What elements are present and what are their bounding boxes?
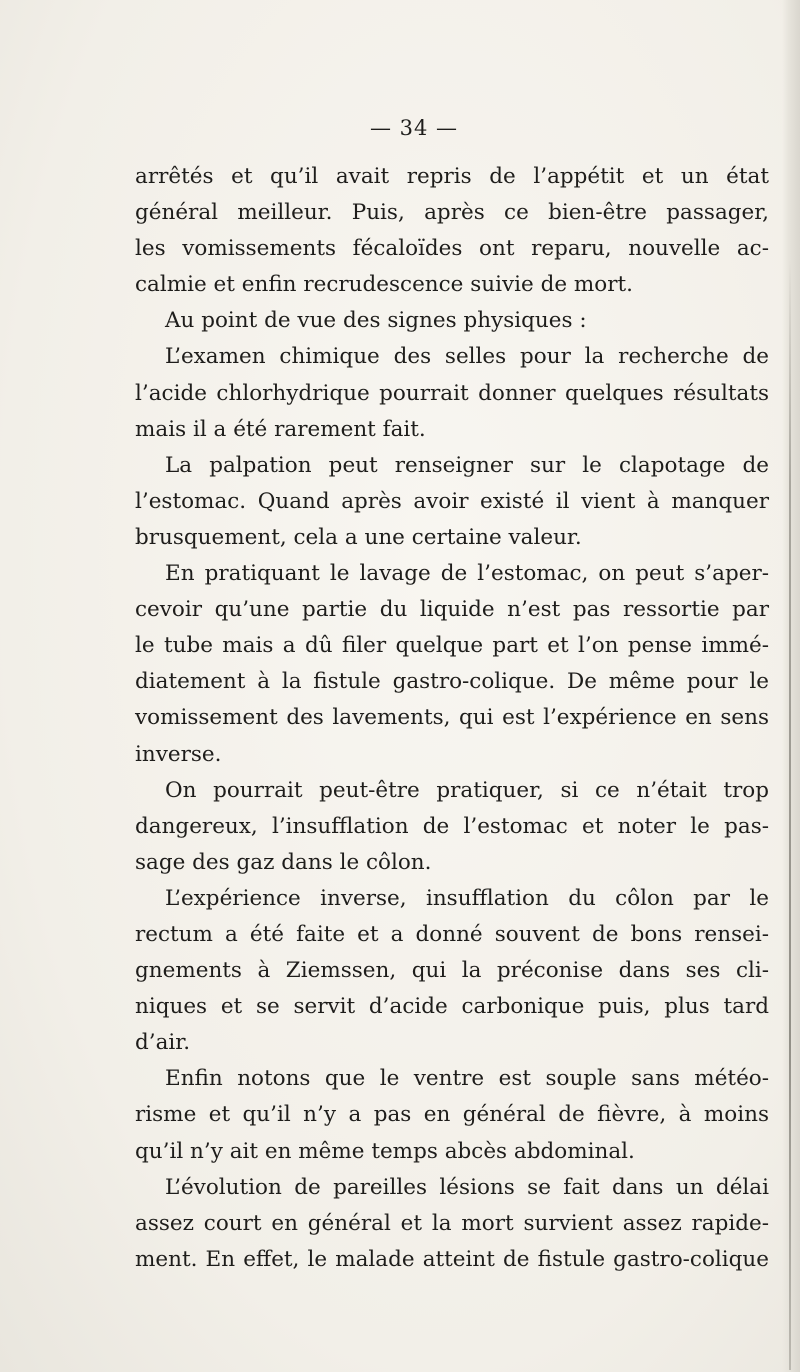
- text-line: inverse.: [135, 741, 222, 767]
- text-line: mais il a été rarement fait.: [135, 416, 426, 442]
- text-line: niques et se servit d’acide carbonique puis, plus tard: [135, 994, 769, 1020]
- text-line: qu’il n’y ait en même temps abcès abdominal.: [135, 1138, 635, 1164]
- text-line: L’évolution de pareilles lésions se fait dans un délai: [165, 1174, 769, 1200]
- text-line: risme et qu’il n’y a pas en général de fièvre, à moins: [135, 1102, 769, 1128]
- page-number: — 34 —: [369, 116, 459, 140]
- text-line: calmie et enfin recrudescence suivie de mort.: [135, 272, 633, 298]
- text-line: La palpation peut renseigner sur le clapotage de: [165, 452, 769, 478]
- text-line: assez court en général et la mort survient assez rapide-: [135, 1210, 769, 1236]
- text-line: le tube mais a dû filer quelque part et l’on pense immé-: [135, 633, 769, 659]
- text-line: les vomissements fécaloïdes ont reparu, nouvelle ac-: [135, 236, 769, 262]
- page-crease: [789, 260, 791, 1370]
- text-line: En pratiquant le lavage de l’estomac, on peut s’aper-: [165, 561, 769, 587]
- text-line: L’expérience inverse, insufflation du côlon par le: [165, 885, 769, 911]
- text-line: Au point de vue des signes physiques :: [165, 308, 587, 334]
- text-line: rectum a été faite et a donné souvent de bons rensei-: [135, 921, 769, 947]
- text-line: dangereux, l’insufflation de l’estomac et noter le pas-: [135, 813, 769, 839]
- text-line: vomissement des lavements, qui est l’expérience en sens: [135, 705, 769, 731]
- text-line: ment. En effet, le malade atteint de fistule gastro-colique: [135, 1246, 769, 1272]
- text-line: L’examen chimique des selles pour la recherche de: [165, 344, 769, 370]
- body-text: [135, 159, 769, 1278]
- text-line: arrêtés et qu’il avait repris de l’appétit et un état: [135, 164, 769, 189]
- text-line: brusquement, cela a une certaine valeur.: [135, 524, 582, 550]
- text-line: diatement à la fistule gastro-colique. De même pour le: [135, 669, 769, 695]
- text-line: sage des gaz dans le côlon.: [135, 849, 432, 875]
- text-line: l’acide chlorhydrique pourrait donner quelques résultats: [135, 380, 769, 406]
- text-line: d’air.: [135, 1030, 191, 1056]
- text-line: Enfin notons que le ventre est souple sans météo-: [165, 1066, 769, 1092]
- text-line: gnements à Ziemssen, qui la préconise dans ses cli-: [135, 958, 769, 984]
- text-line: On pourrait peut-être pratiquer, si ce n’était trop: [165, 777, 769, 803]
- page-edge-shadow: [782, 0, 800, 1372]
- text-line: cevoir qu’une partie du liquide n’est pas ressortie par: [135, 597, 769, 623]
- text-line: l’estomac. Quand après avoir existé il vient à manquer: [135, 488, 769, 514]
- text-line: général meilleur. Puis, après ce bien-être passager,: [135, 200, 769, 226]
